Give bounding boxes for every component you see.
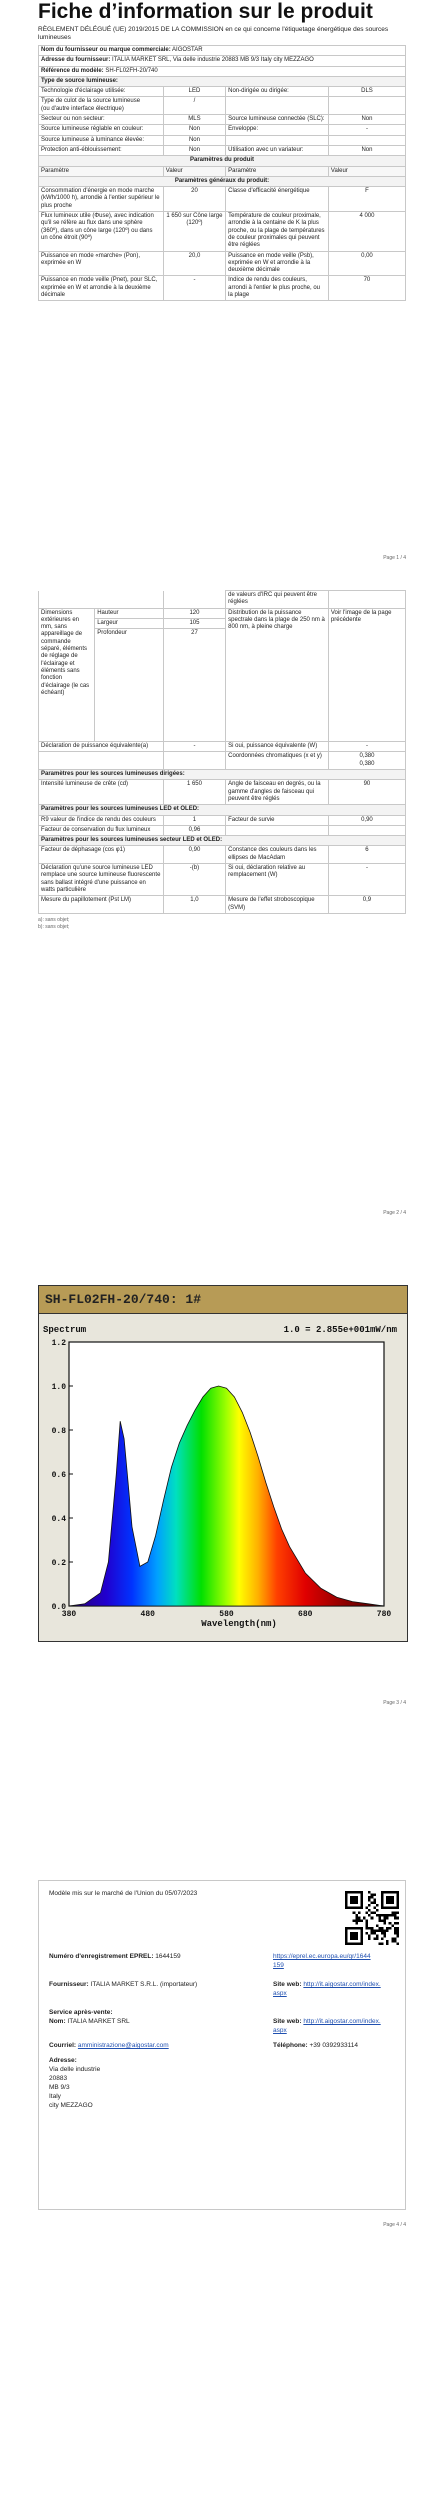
- eprel-number: 1644159: [155, 1953, 181, 1960]
- dim-height-label: Hauteur: [95, 609, 163, 619]
- table-cell: Utilisation avec un variateur:: [226, 145, 329, 155]
- y-tick-label: 0.4: [51, 1515, 66, 1524]
- table-cell: Technologie d'éclairage utilisée:: [39, 87, 164, 97]
- table-cell: 0,9: [328, 896, 405, 914]
- table-cell: Facteur de survie: [226, 815, 329, 825]
- footnote-a: a): sans objet;: [38, 916, 70, 923]
- table-cell: [163, 752, 225, 770]
- dim-height-value: 120: [164, 609, 225, 619]
- table-row: [39, 752, 406, 770]
- service-website-link[interactable]: http://it.aigostar.com/index.aspx: [273, 2018, 381, 2034]
- table-cell: Déclaration de puissance équivalente(a): [39, 742, 164, 752]
- contact-row: Courriel: amministrazione@aigostar.com Téléphone: +39 0392933114: [49, 2042, 358, 2049]
- y-tick-label: 0.6: [51, 1471, 66, 1480]
- footnote-b: b): sans objet;: [38, 923, 70, 930]
- table-cell: Classe d'efficacité énergétique: [226, 187, 329, 212]
- y-tick-label: 1.2: [51, 1339, 66, 1348]
- table-cell: -: [328, 742, 405, 752]
- table-cell: Consommation d'énergie en mode marche (kWh/1000 h), arrondie à l'entier supérieur le plus proche: [39, 187, 164, 212]
- table-cell: 1: [163, 815, 225, 825]
- table-cell: Si oui, déclaration relative au remplacement (W): [226, 864, 329, 896]
- qr-code-icon[interactable]: [345, 1891, 399, 1945]
- table-cell: Non: [163, 145, 225, 155]
- table-cell: Angle de faisceau en degrés, ou la gamme d'angles de faisceau qui peuvent être réglés: [226, 780, 329, 805]
- table-cell: R9 valeur de l'indice de rendu des couleurs: [39, 815, 164, 825]
- table-cell: Puissance en mode veille (Psb), exprimée en W et arrondie à la deuxième décimale: [226, 251, 329, 276]
- product-info-table: [38, 45, 406, 301]
- page-number: Page 4 / 4: [383, 2222, 406, 2228]
- table-cell: Flux lumineux utile (Φuse), avec indication qu'il se réfère au flux dans une sphère (360º), dans un cône large (120º) ou dans un cône étroit (90º): [39, 212, 164, 251]
- model-row: Référence du modèle: SH-FL02FH-20/740: [39, 66, 406, 76]
- table-cell: LED: [163, 87, 225, 97]
- table-cell: Mesure de l'effet stroboscopique (SVM): [226, 896, 329, 914]
- x-tick-label: 580: [219, 1610, 234, 1619]
- address-line: Via delle industrie: [49, 2066, 101, 2073]
- table-cell: Puissance en mode «marche» (Pon), exprimée en W: [39, 251, 164, 276]
- x-tick-label: 480: [140, 1610, 155, 1619]
- directional-rows: [39, 780, 406, 805]
- table-cell: Déclaration qu'une source lumineuse LED remplace une source lumineuse fluorescente sans ballast intégré d'une puissance en watts particulière: [39, 864, 164, 896]
- service-name-row: Nom: ITALIA MARKET SRL Site web: http://it.aigostar.com/index.aspx: [49, 2018, 381, 2034]
- y-tick-label: 0.8: [51, 1427, 66, 1436]
- table-cell: Source lumineuse connectée (SLC):: [226, 115, 329, 125]
- table-row: [39, 187, 406, 212]
- address-block: [49, 2065, 395, 2110]
- page-number: Page 3 / 4: [383, 1700, 406, 1706]
- table-cell: Non: [163, 125, 225, 135]
- eprel-link[interactable]: https://eprel.ec.europa.eu/qr/1644159: [273, 1953, 371, 1969]
- table-cell: Non: [163, 135, 225, 145]
- spectral-value: Voir l'image de la page précédente: [328, 608, 405, 742]
- equivalent-power-rows: [39, 742, 406, 770]
- table-cell: Mesure du papillotement (Pst LM): [39, 896, 164, 914]
- table-cell: Non: [328, 145, 405, 155]
- dimensions-subtable: [39, 609, 163, 742]
- table-cell: Puissance en mode veille (Pnet), pour SLC, exprimée en W et arrondie à la deuxième décimale: [39, 276, 164, 301]
- spectrum-image: [38, 1285, 408, 1642]
- led-rows: [39, 815, 406, 836]
- table-cell: F: [328, 187, 405, 212]
- table-cell: Enveloppe:: [226, 125, 329, 135]
- supplier-address-row: Adresse du fournisseur: ITALIA MARKET SRL, Via delle industrie 20883 MB 9/3 Italy city MEZZAGO: [39, 56, 406, 66]
- page-title: Fiche d’information sur le produit: [38, 0, 373, 23]
- dim-width-value: 105: [164, 619, 225, 629]
- address-line: 20883: [49, 2075, 68, 2082]
- table-cell: Type de culot de la source lumineuse (ou d'autre interface électrique): [39, 97, 164, 115]
- table-cell: Source lumineuse à luminance élevée:: [39, 135, 164, 145]
- table-row: [39, 115, 406, 125]
- table-cell: Facteur de déphasage (cos φ1): [39, 846, 164, 864]
- y-tick-label: 0.0: [51, 1603, 66, 1612]
- spectrum-chart: [39, 1314, 404, 1639]
- phone-number: +39 0392933114: [309, 2042, 358, 2049]
- led-header: Paramètres pour les sources lumineuses LED et OLED:: [39, 805, 406, 815]
- table-row: [39, 251, 406, 276]
- page-number: Page 1 / 4: [383, 555, 406, 561]
- dim-depth-label: Profondeur: [97, 630, 127, 637]
- table-cell: [226, 135, 329, 145]
- led-mains-header: Paramètres pour les sources lumineuses secteur LED et OLED:: [39, 836, 406, 846]
- table-cell: 4 000: [328, 212, 405, 251]
- led-mains-rows: [39, 846, 406, 913]
- table-cell: [328, 97, 405, 115]
- table-row: [39, 896, 406, 914]
- table-cell: 20: [163, 187, 225, 212]
- table-cell: [328, 135, 405, 145]
- table-cell: 1,0: [163, 896, 225, 914]
- table-cell: [39, 752, 164, 770]
- table-row: [39, 846, 406, 864]
- dimensions-label: Dimensions extérieures en mm, sans appareillage de commande séparé, éléments de réglage de l'éclairage et éléments sans fonction d'éclairage (le cas échéant): [39, 609, 95, 742]
- address-label: Adresse:: [49, 2057, 77, 2064]
- market-text: Modèle mis sur le marché de l'Union du 05/07/2023: [49, 1890, 198, 1897]
- dim-width-label: Largeur: [95, 618, 163, 628]
- service-label: Service après-vente:: [49, 2009, 113, 2016]
- table-cell: 0,90: [163, 846, 225, 864]
- table-cell: Indice de rendu des couleurs, arrondi à l'entier le plus proche, ou la plage: [226, 276, 329, 301]
- table-cell: 6: [328, 846, 405, 864]
- table-cell: 0,90: [328, 815, 405, 825]
- table-cell: Température de couleur proximale, arrondie à la centaine de K la plus proche, ou la plage de températures de couleur proximales qui peuvent être réglées: [226, 212, 329, 251]
- table-cell: [226, 825, 329, 835]
- table-cell: -: [328, 864, 405, 896]
- table-cell: -(b): [163, 864, 225, 896]
- table-row: [39, 742, 406, 752]
- x-tick-label: 680: [298, 1610, 313, 1619]
- table-cell: Non: [328, 115, 405, 125]
- table-row: [39, 212, 406, 251]
- type-header: Type de source lumineuse:: [39, 76, 406, 86]
- page-2: [38, 590, 406, 1220]
- table-cell: 0,380 0,380: [328, 752, 405, 770]
- column-headers: Paramètre Valeur Paramètre Valeur: [39, 166, 406, 176]
- table-cell: /: [163, 97, 225, 115]
- product-params-table-cont: [38, 590, 406, 914]
- x-tick-label: 780: [376, 1610, 392, 1619]
- supplier-row: Fournisseur: ITALIA MARKET S.R.L. (importateur) Site web: http://it.aigostar.com/index.aspx: [49, 1981, 381, 1997]
- spectrum-title: SH-FL02FH-20/740: 1#: [39, 1286, 407, 1314]
- table-row: [39, 815, 406, 825]
- table-cell: Constance des couleurs dans les ellipses de MacAdam: [226, 846, 329, 864]
- table-cell: Coordonnées chromatiques (x et y): [226, 752, 329, 770]
- directional-header: Paramètres pour les sources lumineuses dirigées:: [39, 770, 406, 780]
- y-axis-label: Spectrum: [43, 1325, 87, 1335]
- page-3: [38, 1285, 406, 1710]
- address-line: MB 9/3: [49, 2084, 70, 2091]
- table-row: [39, 780, 406, 805]
- table-cell: 1 650 sur Cône large (120º): [163, 212, 225, 251]
- general-rows: [39, 187, 406, 301]
- page-number: Page 2 / 4: [383, 1210, 406, 1216]
- address-line: Italy: [49, 2093, 61, 2100]
- table-row: [39, 864, 406, 896]
- table-cell: [328, 825, 405, 835]
- table-row: [39, 276, 406, 301]
- table-cell: Si oui, puissance équivalente (W): [226, 742, 329, 752]
- table-cell: Intensité lumineuse de crête (cd): [39, 780, 164, 805]
- table-cell: 20,0: [163, 251, 225, 276]
- table-cell: -: [163, 276, 225, 301]
- table-cell: 90: [328, 780, 405, 805]
- table-cell: DLS: [328, 87, 405, 97]
- table-cell: Source lumineuse réglable en couleur:: [39, 125, 164, 135]
- table-cell: -: [163, 742, 225, 752]
- type-rows: [39, 87, 406, 156]
- table-cell: [226, 97, 329, 115]
- product-params-header: Paramètres du produit: [39, 156, 406, 166]
- table-row: [39, 135, 406, 145]
- table-row: [39, 97, 406, 115]
- supplier-name-row: Nom du fournisseur ou marque commerciale: AIGOSTAR: [39, 46, 406, 56]
- x-axis-label: Wavelength(nm): [201, 1619, 277, 1629]
- page-4: [38, 1880, 406, 2228]
- address-line: city MEZZAGO: [49, 2102, 93, 2109]
- y-tick-label: 0.2: [51, 1559, 66, 1568]
- spectral-label: Distribution de la puissance spectrale dans la plage de 250 nm à 800 nm, à pleine charge: [226, 608, 329, 742]
- page-1: [38, 0, 406, 565]
- table-cell: Protection anti-éblouissement:: [39, 145, 164, 155]
- y-tick-label: 1.0: [51, 1383, 66, 1392]
- table-cell: Non-dirigée ou dirigée:: [226, 87, 329, 97]
- cri-range-cont: de valeurs d'IRC qui peuvent être réglées: [226, 591, 329, 609]
- table-row: [39, 825, 406, 835]
- table-cell: 1 650: [163, 780, 225, 805]
- table-cell: Facteur de conservation du flux lumineux: [39, 825, 164, 835]
- table-cell: 70: [328, 276, 405, 301]
- table-row: [39, 87, 406, 97]
- regulation-text: RÈGLEMENT DÉLÉGUÉ (UE) 2019/2015 DE LA COMMISSION en ce qui concerne l'étiquetage énergétique des sources lumineuses: [38, 26, 389, 41]
- dim-depth-value: 27: [191, 630, 198, 637]
- eprel-row: Numéro d'enregistrement EPREL: 1644159 https://eprel.ec.europa.eu/qr/1644159: [49, 1953, 371, 1969]
- email-link[interactable]: amministrazione@aigostar.com: [77, 2042, 169, 2049]
- table-cell: Secteur ou non secteur:: [39, 115, 164, 125]
- table-row: [39, 125, 406, 135]
- chart-annotation: 1.0 = 2.855e+001mW/nm: [283, 1325, 397, 1335]
- table-row: [39, 145, 406, 155]
- table-cell: MLS: [163, 115, 225, 125]
- general-params-header: Paramètres généraux du produit:: [39, 176, 406, 186]
- x-tick-label: 380: [61, 1610, 77, 1619]
- footnotes: [38, 917, 406, 931]
- table-cell: -: [328, 125, 405, 135]
- table-cell: 0,96: [163, 825, 225, 835]
- table-cell: 0,00: [328, 251, 405, 276]
- supplier-website-link[interactable]: http://it.aigostar.com/index.aspx: [273, 1981, 381, 1997]
